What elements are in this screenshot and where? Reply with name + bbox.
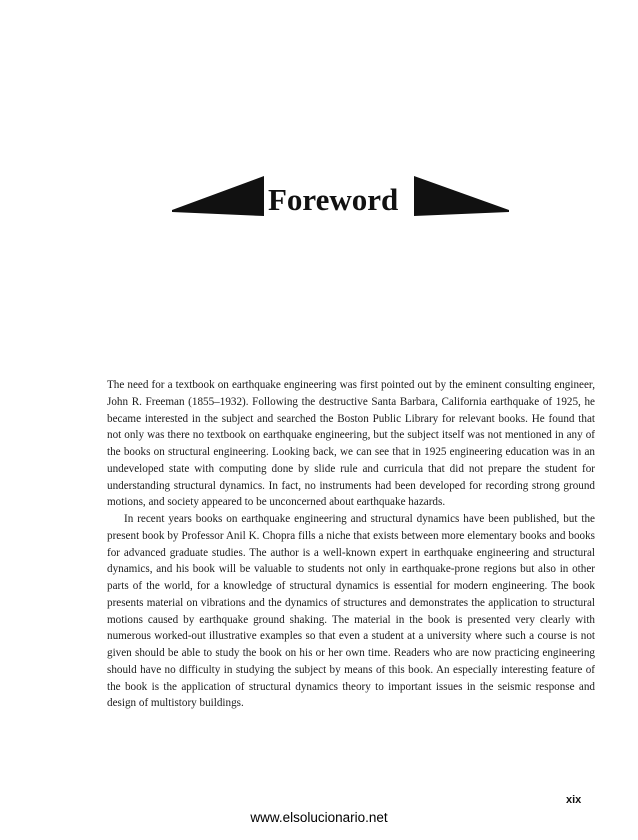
page-title: Foreword bbox=[268, 182, 399, 217]
right-wedge-ornament bbox=[414, 176, 509, 216]
paragraph-2: In recent years books on earthquake engineering and structural dynamics have been published, but the present book by Professor Anil K. Chopra fills a niche that exists between more elementary books and books for advanced graduate studies. The author is a well-known expert in earthquake engineering and structural dynamics, and his book will be valuable to students not only in earthquake-prone regions but also in other parts of the world, for a knowledge of structural dynamics is essential for modern engineering. The book presents material on vibrations and the dynamics of structures and demonstrates the application to structural motions caused by earthquake ground shaking. The material in the book is presented very clearly with numerous worked-out illustrative examples so that even a student at a university where such a course is not given should be able to study the book on his or her own time. Readers who are now practicing engineering should have no difficulty in studying the subject by means of this book. An especially interesting feature of the book is the application of structural dynamics theory to important issues in the seismic response and design of multistory buildings. bbox=[107, 513, 595, 710]
foreword-body bbox=[107, 377, 595, 712]
paragraph-1: The need for a textbook on earthquake engineering was first pointed out by the eminent consulting engineer, John R. Freeman (1855–1932). Following the destructive Santa Barbara, California earthquake of 1925, he became interested in the subject and searched the Boston Public Library for relevant books. He found that not only was there no textbook on earthquake engineering, but the subject itself was not mentioned in any of the books on structural engineering. Looking back, we can see that in 1925 engineering education was in an undeveloped state with computing done by slide rule and curricula that did not prepare the student for understanding structural dynamics. In fact, no instruments had been developed for recording strong ground motions, and society appeared to be unconcerned about earthquake hazards. bbox=[107, 379, 595, 509]
footer-watermark-url[interactable]: www.elsolucionario.net bbox=[250, 810, 388, 825]
page-number: xix bbox=[566, 794, 582, 806]
foreword-heading bbox=[0, 176, 638, 226]
left-wedge-ornament bbox=[172, 176, 264, 216]
